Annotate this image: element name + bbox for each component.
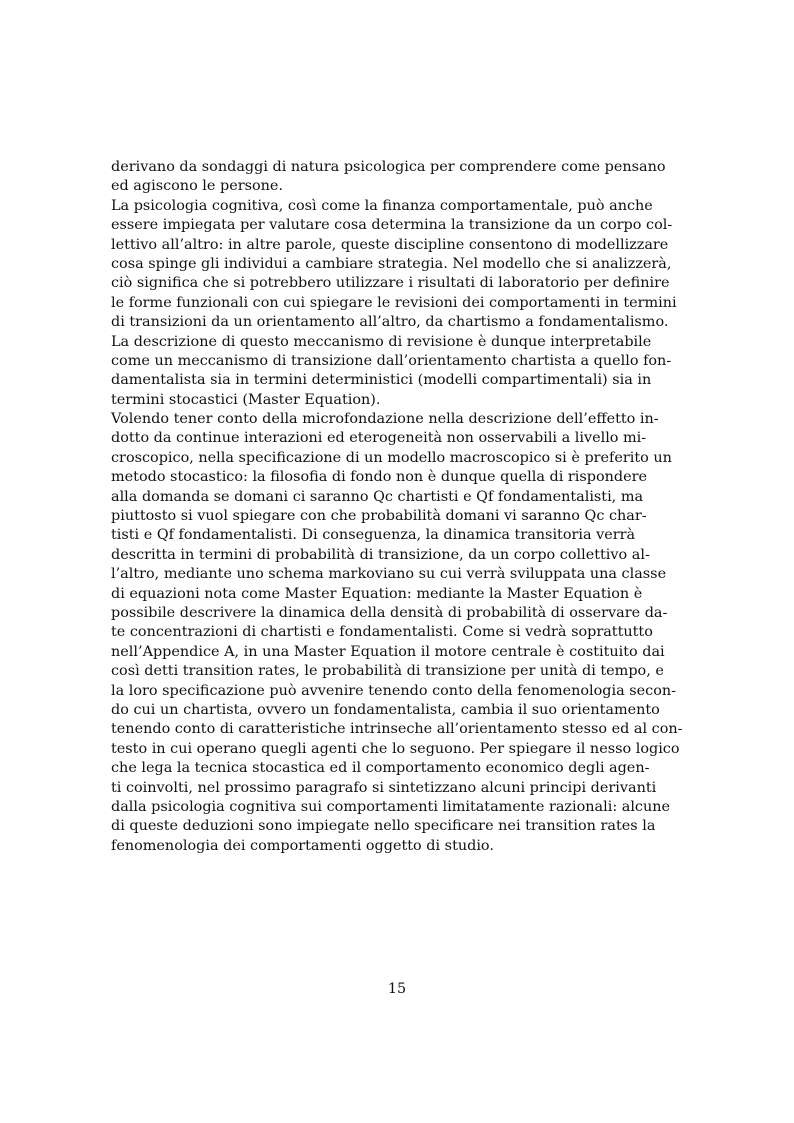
text-line: le forme funzionali con cui spiegare le revisioni dei comportamenti in termini	[111, 294, 677, 311]
text-line: nell’Appendice A, in una Master Equation il motore centrale è costituito dai	[111, 643, 665, 660]
text-line: tenendo conto di caratteristiche intrinseche all’orientamento stesso ed al con-	[111, 721, 683, 738]
text-line: testo in cui operano quegli agenti che lo seguono. Per spiegare il nesso logico	[111, 740, 680, 757]
text-line: essere impiegata per valutare cosa determina la transizione da un corpo col-	[111, 217, 673, 234]
text-line: descritta in termini di probabilità di transizione, da un corpo collettivo al-	[111, 546, 650, 563]
text-line: come un meccanismo di transizione dall’orientamento chartista a quello fon-	[111, 352, 672, 369]
text-line: La descrizione di questo meccanismo di revisione è dunque interpretabile	[111, 333, 652, 350]
text-line: possibile descrivere la dinamica della densità di probabilità di osservare da-	[111, 604, 668, 621]
page-number: 15	[387, 981, 407, 997]
text-line: te concentrazioni di chartisti e fondamentalisti. Come si vedrà soprattutto	[111, 624, 653, 641]
body-text	[111, 158, 683, 856]
text-line: croscopico, nella specificazione di un modello macroscopico si è preferito un	[111, 449, 672, 466]
text-line: La psicologia cognitiva, così come la finanza comportamentale, può anche	[111, 197, 653, 214]
text-line: metodo stocastico: la filosofia di fondo non è dunque quella di rispondere	[111, 469, 648, 486]
text-line: termini stocastici (Master Equation).	[111, 391, 381, 408]
text-line: così detti transition rates, le probabilità di transizione per unità di tempo, e	[111, 663, 664, 680]
text-line: Volendo tener conto della microfondazione nella descrizione dell’effetto in-	[111, 411, 659, 428]
text-line: do cui un chartista, ovvero un fondamentalista, cambia il suo orientamento	[111, 701, 660, 718]
text-line: che lega la tecnica stocastica ed il comportamento economico degli agen-	[111, 760, 650, 777]
text-line: derivano da sondaggi di natura psicologica per comprendere come pensano	[111, 159, 666, 175]
text-line: dalla psicologia cognitiva sui comportamenti limitatamente razionali: alcune	[111, 798, 671, 815]
text-line: tisti e Qf fondamentalisti. Di conseguenza, la dinamica transitoria verrà	[111, 527, 636, 544]
text-line: l’altro, mediante uno schema markoviano su cui verrà sviluppata una classe	[111, 566, 667, 583]
text-line: piuttosto si vuol spiegare con che probabilità domani vi saranno Qc char-	[111, 508, 647, 525]
text-line: ciò significa che si potrebbero utilizzare i risultati di laboratorio per definire	[111, 275, 670, 292]
text-line: di equazioni nota come Master Equation: mediante la Master Equation è	[111, 585, 643, 602]
text-line: alla domanda se domani ci saranno Qc chartisti e Qf fondamentalisti, ma	[111, 488, 644, 505]
text-line: dotto da continue interazioni ed eterogeneità non osservabili a livello mi-	[111, 430, 647, 447]
text-line: la loro specificazione può avvenire tenendo conto della fenomenologia secon-	[111, 682, 677, 699]
paragraph	[111, 197, 677, 410]
text-line: ed agiscono le persone.	[111, 178, 284, 195]
paragraph	[111, 158, 666, 197]
text-line: damentalista sia in termini deterministici (modelli compartimentali) sia in	[111, 372, 652, 389]
text-line: cosa spinge gli individui a cambiare strategia. Nel modello che si analizzerà,	[111, 255, 672, 272]
text-line: fenomenologia dei comportamenti oggetto di studio.	[111, 837, 494, 854]
paragraph	[111, 410, 683, 856]
text-line: ti coinvolti, nel prossimo paragrafo si sintetizzano alcuni principi derivanti	[111, 779, 657, 796]
text-line: di transizioni da un orientamento all’altro, da chartismo a fondamentalismo.	[111, 314, 669, 331]
text-line: lettivo all’altro: in altre parole, queste discipline consentono di modellizzare	[111, 236, 669, 253]
text-line: di queste deduzioni sono impiegate nello specificare nei transition rates la	[111, 818, 656, 835]
